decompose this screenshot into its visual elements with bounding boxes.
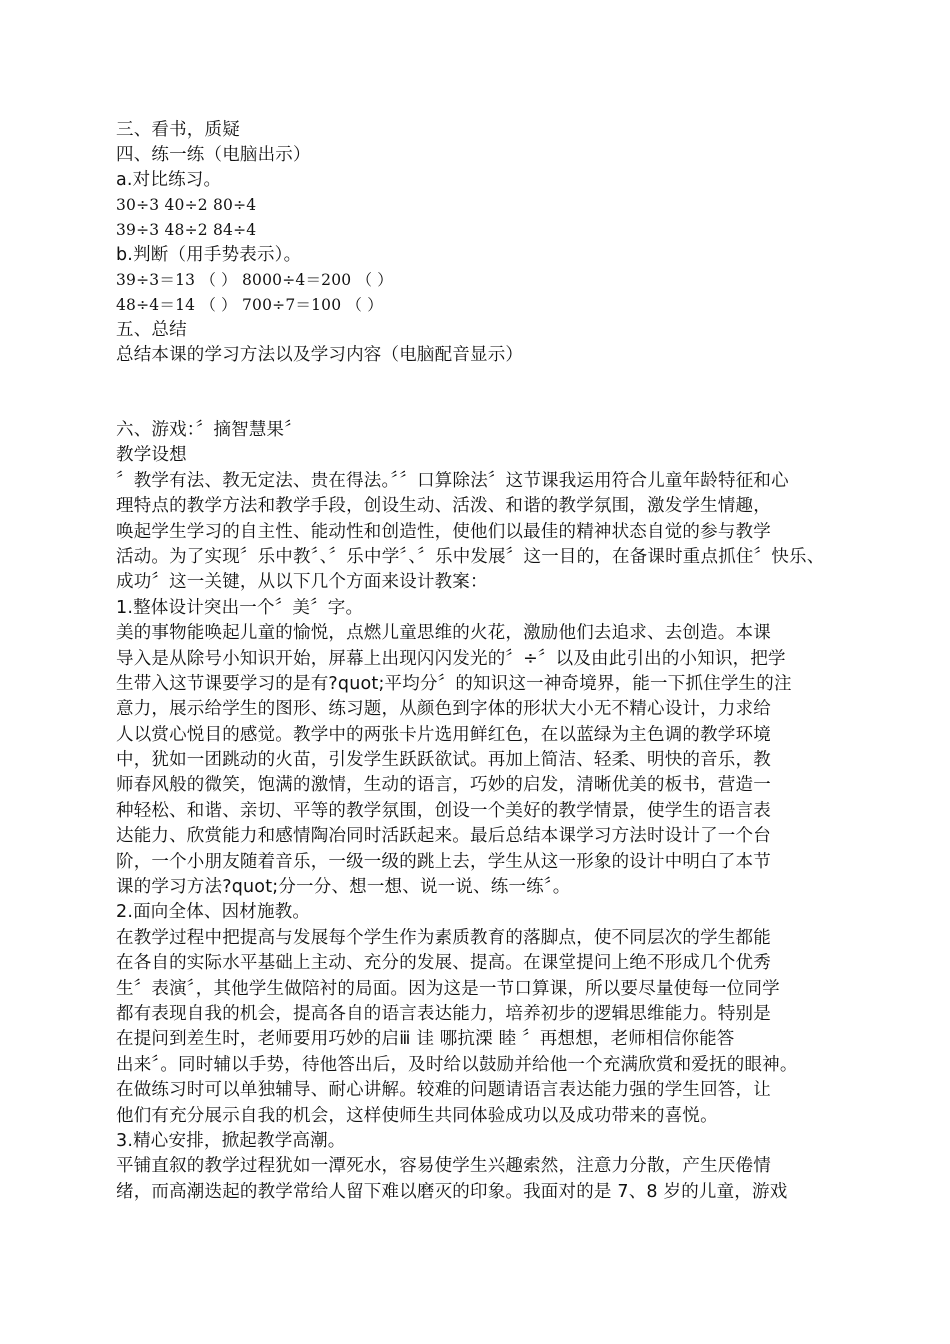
point-heading-2: 2.面向全体、因材施教。: [116, 902, 311, 923]
paragraph-line: 在教学过程中把提高与发展每个学生作为素质教育的落脚点，使不同层次的学生都能: [116, 927, 771, 948]
paragraph-line: 活动。为了实现〞乐中教〞、〞乐中学〞、〞乐中发展〞这一目的，在备课时重点抓住〞快乐、: [116, 546, 825, 567]
paragraph-line: 人以赏心悦目的感觉。教学中的两张卡片选用鲜红色，在以蓝绿为主色调的教学环境: [116, 724, 771, 745]
paragraph-line: 美的事物能唤起儿童的愉悦，点燃儿童思维的火花，激励他们去追求、去创造。本课: [116, 623, 771, 644]
paragraph-line: 都有表现自我的机会，提高各自的语言表达能力，培养初步的逻辑思维能力。特别是: [116, 1003, 771, 1024]
paragraph-line: 〞教学有法、教无定法、贵在得法。〞〞口算除法〞这节课我运用符合儿童年龄特征和心: [116, 470, 789, 491]
paragraph-line: 在提问到差生时，老师要用巧妙的启ⅲ 诖 哪抗溧 睦 〞再想想，老师相信你能答: [116, 1029, 735, 1050]
paragraph-line: 唤起学生学习的自主性、能动性和创造性，使他们以最佳的精神状态自觉的参与教学: [116, 521, 771, 542]
summary-text: 总结本课的学习方法以及学习内容（电脑配音显示）: [116, 345, 524, 365]
blank-gap: [116, 368, 836, 418]
judge-row-1: 39÷3＝13 （ ） 8000÷4＝200 （ ）: [116, 271, 394, 289]
heading-lianyilian: 四、练一练（电脑出示）: [116, 145, 311, 165]
paragraph-line: 阶，一个小朋友随着音乐，一级一级的跳上去，学生从这一形象的设计中明白了本节: [116, 851, 771, 872]
paragraph-line: 在做练习时可以单独辅导、耐心讲解。较难的问题请语言表达能力强的学生回答，让: [116, 1080, 771, 1101]
paragraph-line: 导入是从除号小知识开始，屏幕上出现闪闪发光的〞÷〞以及由此引出的小知识，把学: [116, 648, 786, 669]
point-heading-3: 3.精心安排，掀起教学高潮。: [116, 1130, 346, 1151]
section-top: [116, 118, 836, 368]
exercise-row-1: 30÷3 40÷2 80÷4: [116, 196, 257, 214]
paragraph-line: 达能力、欣赏能力和感情陶冶同时活跃起来。最后总结本课学习方法时设计了一个台: [116, 826, 771, 847]
heading-teaching-idea: 教学设想: [116, 445, 187, 466]
subheading-contrast: a.对比练习。: [116, 170, 222, 190]
paragraph-line: 生带入这节课要学习的是有?quot;平均分〞的知识这一神奇境界，能一下抓住学生的注: [116, 673, 792, 694]
paragraph-line: 成功〞这一关键，从以下几个方面来设计教案：: [116, 572, 488, 593]
paragraph-line: 师春风般的微笑，饱满的激情，生动的语言，巧妙的启发，清晰优美的板书，营造一: [116, 775, 771, 796]
paragraph-line: 中，犹如一团跳动的火苗，引发学生跃跃欲试。再加上简洁、轻柔、明快的音乐，教: [116, 750, 771, 771]
section-bottom: [116, 418, 836, 1205]
heading-kanshu: 三、看书，质疑: [116, 120, 240, 140]
subheading-judge: b.判断（用手势表示）。: [116, 245, 302, 265]
paragraph-line: 在各自的实际水平基础上主动、充分的发展、提高。在课堂提问上绝不形成几个优秀: [116, 953, 771, 974]
judge-row-2: 48÷4＝14 （ ） 700÷7＝100 （ ）: [116, 296, 383, 314]
exercise-row-2: 39÷3 48÷2 84÷4: [116, 221, 257, 239]
paragraph-line: 绪，而高潮迭起的教学常给人留下难以磨灭的印象。我面对的是 7、8 岁的儿童，游戏: [116, 1181, 788, 1202]
point-heading-1: 1.整体设计突出一个〞美〞字。: [116, 597, 364, 618]
paragraph-line: 他们有充分展示自我的机会，这样使师生共同体验成功以及成功带来的喜悦。: [116, 1105, 718, 1126]
paragraph-line: 理特点的教学方法和教学手段，创设生动、活泼、和谐的教学氛围，激发学生情趣，: [116, 496, 771, 517]
paragraph-line: 平铺直叙的教学过程犹如一潭死水，容易使学生兴趣索然，注意力分散，产生厌倦情: [116, 1156, 771, 1177]
paragraph-line: 意力，展示给学生的图形、练习题，从颜色到字体的形状大小无不精心设计，力求给: [116, 699, 771, 720]
document-body: [116, 118, 836, 1205]
heading-summary: 五、总结: [116, 320, 187, 340]
paragraph-line: 出来〞。同时辅以手势，待他答出后，及时给以鼓励并给他一个充满欣赏和爱抚的眼神。: [116, 1054, 798, 1075]
paragraph-line: 种轻松、和谐、亲切、平等的教学氛围，创设一个美好的教学情景，使学生的语言表: [116, 800, 771, 821]
paragraph-line: 课的学习方法?quot;分一分、想一想、说一说、练一练〞。: [116, 877, 571, 898]
heading-game: 六、游戏：〞摘智慧果〞: [116, 420, 302, 440]
paragraph-line: 生〞表演〞，其他学生做陪衬的局面。因为这是一节口算课，所以要尽量使每一位同学: [116, 978, 780, 999]
